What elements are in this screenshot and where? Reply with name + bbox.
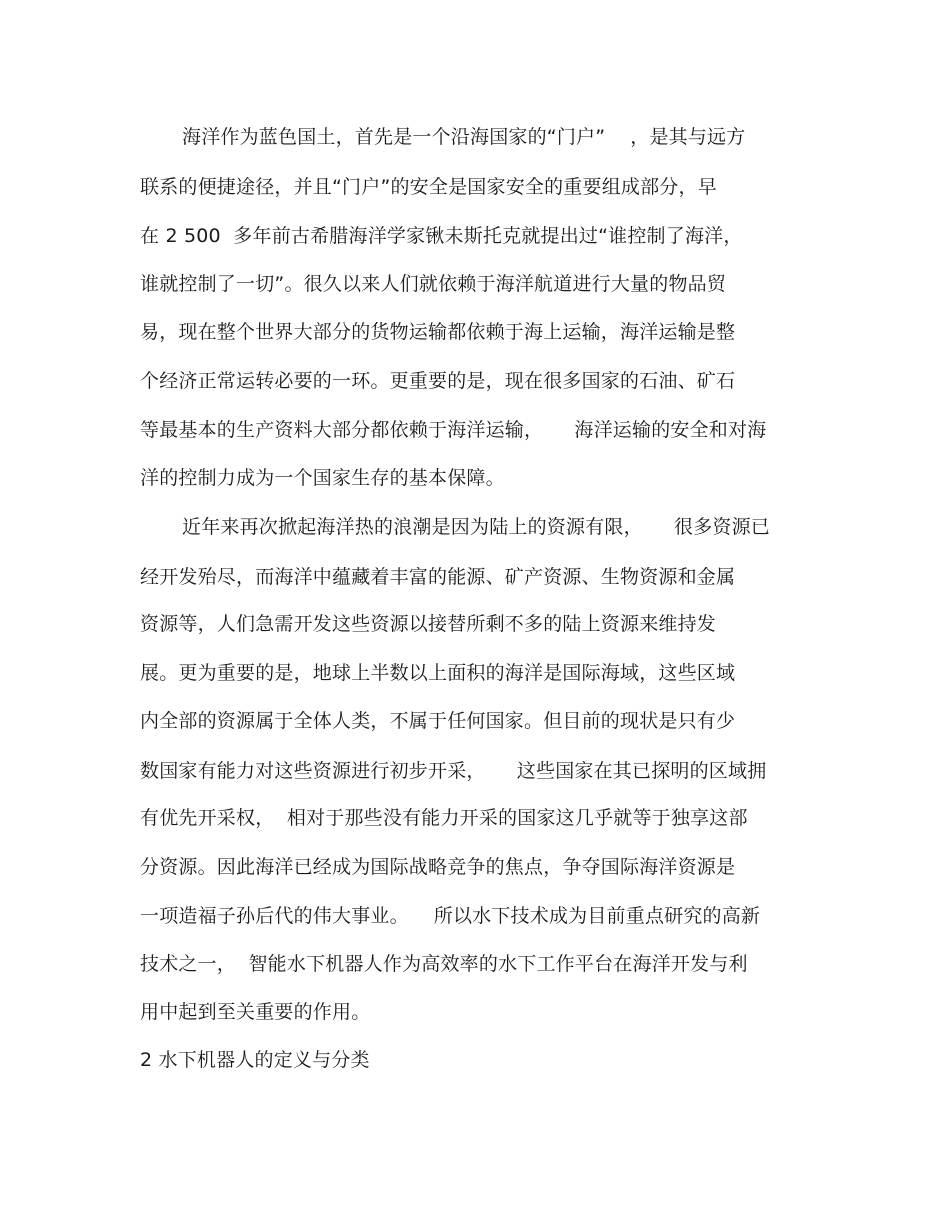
paragraph-2-line-4: 展。更为重要的是，地球上半数以上面积的海洋是国际海域，这些区域 xyxy=(140,662,736,684)
paragraph-2-line-7: 有优先开采权， 相对于那些没有能力开采的国家这几乎就等于独享这部 xyxy=(140,807,748,829)
paragraph-1-line-2: 联系的便捷途径，并且“门户”的安全是国家安全的重要组成部分，早 xyxy=(140,176,717,198)
paragraph-1-line-4: 谁就控制了一切”。很久以来人们就依赖于海洋航道进行大量的物品贸 xyxy=(140,273,727,295)
paragraph-2-line-1: 近年来再次掀起海洋热的浪潮是因为陆上的资源有限， 很多资源已 xyxy=(182,516,770,538)
paragraph-1-line-8: 洋的控制力成为一个国家生存的基本保障。 xyxy=(140,467,505,489)
paragraph-1-line-1: 海洋作为蓝色国土，首先是一个沿海国家的“门户” ，是其与远方 xyxy=(182,126,746,148)
paragraph-1-line-5: 易，现在整个世界大部分的货物运输都依赖于海上运输，海洋运输是整 xyxy=(140,321,736,343)
section-heading: 2 水下机器人的定义与分类 xyxy=(140,1049,370,1071)
paragraph-1-line-6: 个经济正常运转必要的一环。更重要的是，现在很多国家的石油、矿石 xyxy=(140,370,736,392)
paragraph-2-line-11: 用中起到至关重要的作用。 xyxy=(140,1001,371,1023)
paragraph-1-line-7: 等最基本的生产资料大部分都依赖于海洋运输， 海洋运输的安全和对海 xyxy=(140,419,767,441)
paragraph-2-line-5: 内全部的资源属于全体人类，不属于任何国家。但目前的现状是只有少 xyxy=(140,710,736,732)
paragraph-2-line-10: 技术之一， 智能水下机器人作为高效率的水下工作平台在海洋开发与利 xyxy=(140,953,748,975)
paragraph-2-line-8: 分资源。因此海洋已经成为国际战略竞争的焦点，争夺国际海洋资源是 xyxy=(140,856,736,878)
paragraph-2-line-6: 数国家有能力对这些资源进行初步开采， 这些国家在其已探明的区域拥 xyxy=(140,760,767,782)
paragraph-2-line-2: 经开发殆尽，而海洋中蕴藏着丰富的能源、矿产资源、生物资源和金属 xyxy=(140,566,736,588)
paragraph-2-line-9: 一项造福子孙后代的伟大事业。 所以水下技术成为目前重点研究的高新 xyxy=(140,905,761,927)
paragraph-1-line-3: 在 2 500 多年前古希腊海洋学家锹未斯托克就提出过“谁控制了海洋， xyxy=(140,225,743,247)
paragraph-2-line-3: 资源等，人们急需开发这些资源以接替所剩不多的陆上资源来维持发 xyxy=(140,613,717,635)
